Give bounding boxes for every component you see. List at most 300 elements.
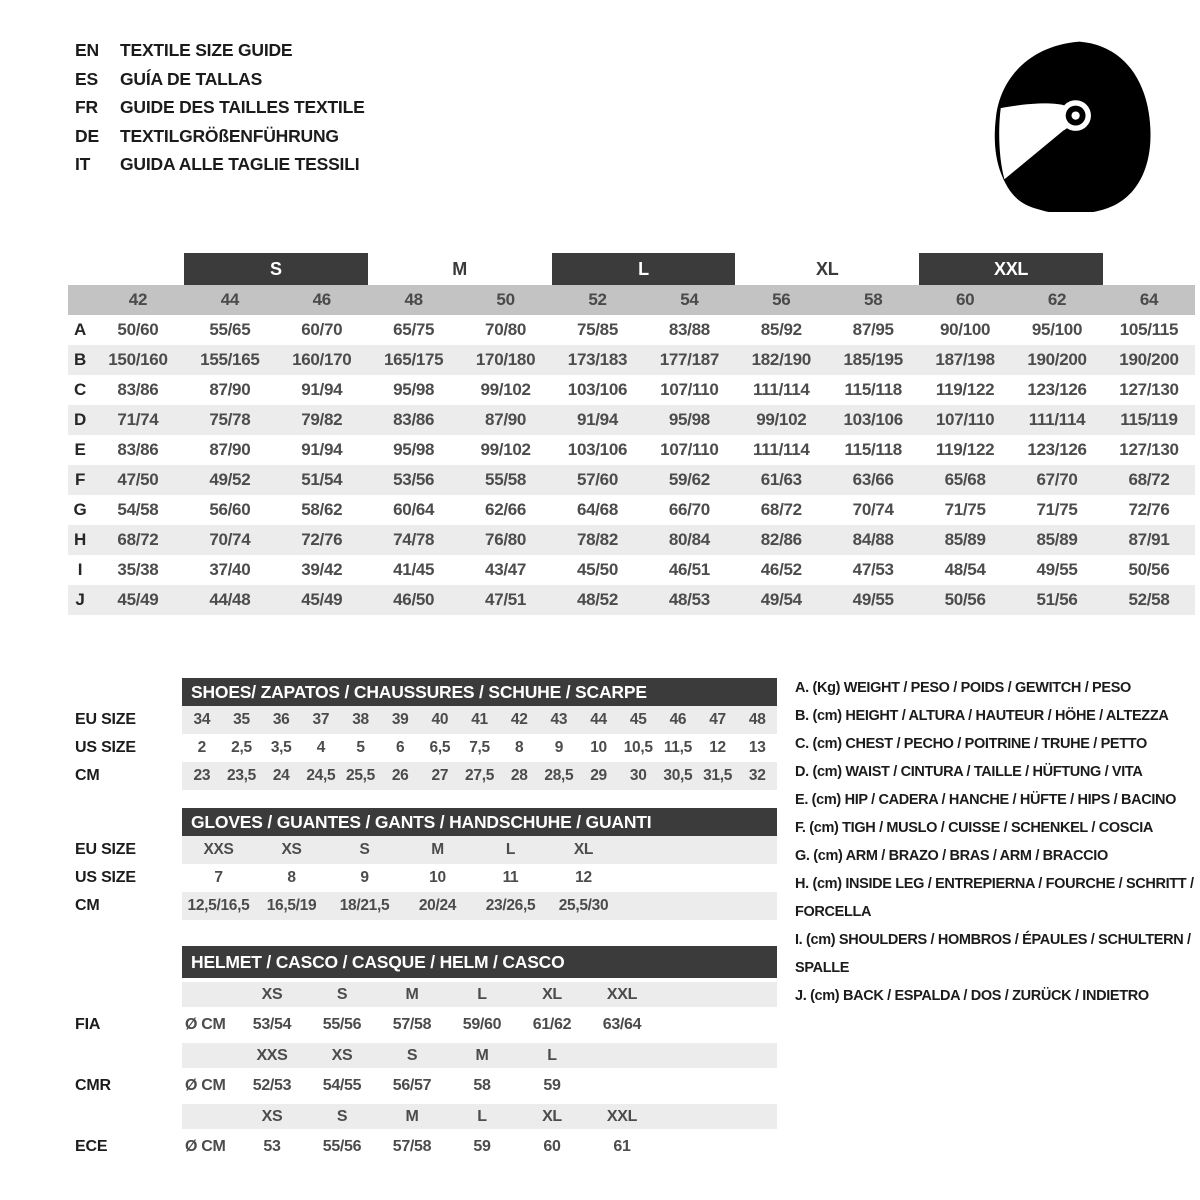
size-row xyxy=(75,864,777,892)
measurement-value: 43/47 xyxy=(485,560,527,579)
shoes-section-title: SHOES/ ZAPATOS / CHAUSSURES / SCHUHE / SCARPE xyxy=(182,678,777,706)
measurement-value: 59/62 xyxy=(668,470,710,489)
measurement-value: 87/95 xyxy=(852,320,894,339)
measurement-value: 46/50 xyxy=(393,590,435,609)
size-value: 28,5 xyxy=(544,767,574,784)
measurement-value: 87/91 xyxy=(1128,530,1170,549)
measurement-value: 72/76 xyxy=(1128,500,1170,519)
measurement-value: 84/88 xyxy=(852,530,894,549)
measurement-value: 182/190 xyxy=(751,350,811,369)
measurement-value: 63/66 xyxy=(852,470,894,489)
measurement-letter: F xyxy=(74,470,86,489)
language-title: TEXTILGRÖßENFÜHRUNG xyxy=(120,125,339,146)
measurement-value: 37/40 xyxy=(209,560,251,579)
helmet-size-label: XL xyxy=(542,1107,562,1125)
size-value: 40 xyxy=(431,711,449,728)
measurement-value: 99/102 xyxy=(480,440,531,459)
size-value: 26 xyxy=(391,767,409,784)
measurement-value: 66/70 xyxy=(668,500,710,519)
size-value: 25,5 xyxy=(346,767,375,784)
language-row xyxy=(75,122,365,151)
measurement-value: 49/55 xyxy=(1036,560,1078,579)
measurement-value: 150/160 xyxy=(108,350,168,369)
helmet-size-value: 53 xyxy=(263,1138,281,1155)
size-group-label: XL xyxy=(816,258,839,279)
numeric-size-row xyxy=(68,285,1195,315)
helmet-sizes-row xyxy=(75,1043,777,1068)
size-value: 13 xyxy=(748,739,766,756)
language-row xyxy=(75,36,365,65)
size-type-label: CM xyxy=(75,767,100,784)
legend-item: H. (cm) INSIDE LEG / ENTREPIERNA / FOURCHE / SCHRITT / FORCELLA xyxy=(795,876,1194,920)
band-spacer-cell xyxy=(68,285,92,315)
size-value: L xyxy=(505,841,516,858)
measurement-value: 72/76 xyxy=(301,530,343,549)
helmet-values-row xyxy=(75,1068,777,1104)
helmet-size-value: 59 xyxy=(473,1138,491,1155)
size-value: 12,5/16,5 xyxy=(187,897,250,914)
helmet-size-label: L xyxy=(547,1046,557,1064)
size-row xyxy=(75,836,777,864)
numeric-size-label: 60 xyxy=(919,285,1011,315)
group-spacer-cell xyxy=(1103,253,1195,285)
size-value: 20/24 xyxy=(418,897,457,914)
measurement-value: 185/195 xyxy=(843,350,903,369)
size-cells xyxy=(182,734,777,762)
helmet-size-cells xyxy=(182,1104,777,1129)
measurement-value: 50/60 xyxy=(117,320,159,339)
size-value: 31,5 xyxy=(703,767,733,784)
measurement-value: 45/49 xyxy=(117,590,159,609)
measurement-value: 123/126 xyxy=(1027,380,1087,399)
measurement-value: 190/200 xyxy=(1027,350,1087,369)
size-value: 41 xyxy=(471,711,488,728)
measurement-value: 70/74 xyxy=(209,530,251,549)
measurement-row xyxy=(68,315,1195,345)
size-value: 27 xyxy=(431,767,449,784)
legend-item: J. (cm) BACK / ESPALDA / DOS / ZURÜCK / INDIETRO xyxy=(795,988,1149,1004)
measurement-value: 105/115 xyxy=(1119,320,1179,339)
measurement-value: 67/70 xyxy=(1036,470,1078,489)
label-spacer xyxy=(75,1043,182,1068)
measurement-value: 190/200 xyxy=(1119,350,1179,369)
helmet-section-title: HELMET / CASCO / CASQUE / HELM / CASCO xyxy=(182,946,777,978)
size-value: 3,5 xyxy=(270,739,292,756)
measurement-legend xyxy=(795,674,1200,1010)
measurement-row xyxy=(68,555,1195,585)
helmet-size-value: 59 xyxy=(543,1077,561,1094)
size-value: 11 xyxy=(502,869,519,886)
size-value: XXS xyxy=(203,841,234,858)
shoes-rows xyxy=(75,706,777,790)
measurement-value: 127/130 xyxy=(1119,440,1179,459)
measurement-value: 75/85 xyxy=(576,320,618,339)
measurement-value: 85/89 xyxy=(1036,530,1078,549)
helmet-size-value: 63/64 xyxy=(602,1016,642,1033)
size-value: 38 xyxy=(352,711,369,728)
size-value: 23 xyxy=(193,767,211,784)
measurement-value: 45/50 xyxy=(576,560,618,579)
measurement-value: 115/119 xyxy=(1120,410,1178,429)
helmet-values-row xyxy=(75,1129,777,1165)
measurement-value: 87/90 xyxy=(485,410,527,429)
measurement-value: 95/98 xyxy=(393,440,435,459)
size-type-label: US SIZE xyxy=(75,869,136,886)
legend-item: C. (cm) CHEST / PECHO / POITRINE / TRUHE / PETTO xyxy=(795,736,1147,752)
numeric-size-label: 48 xyxy=(368,285,460,315)
size-group-label: M xyxy=(452,258,467,279)
measurement-value: 44/48 xyxy=(209,590,251,609)
size-group-label: S xyxy=(184,253,368,285)
size-value: 5 xyxy=(356,739,365,756)
helmet-size-value: 58 xyxy=(473,1077,491,1094)
measurement-value: 56/60 xyxy=(209,500,251,519)
measurement-row xyxy=(68,585,1195,615)
measurement-value: 119/122 xyxy=(935,380,995,399)
measurement-letter: B xyxy=(74,350,86,369)
helmet-value-cells xyxy=(182,1007,777,1043)
measurement-value: 48/54 xyxy=(944,560,986,579)
helmet-size-label: S xyxy=(336,1107,348,1125)
language-title: GUÍA DE TALLAS xyxy=(120,68,263,89)
helmet-size-label: M xyxy=(405,985,419,1003)
measurement-value: 107/110 xyxy=(935,410,995,429)
size-value: 43 xyxy=(550,711,568,728)
measurement-value: 170/180 xyxy=(475,350,536,369)
legend-item: E. (cm) HIP / CADERA / HANCHE / HÜFTE / HIPS / BACINO xyxy=(795,792,1177,808)
size-type-label: CM xyxy=(75,897,100,914)
measurement-value: 115/118 xyxy=(844,440,902,459)
legend-item: B. (cm) HEIGHT / ALTURA / HAUTEUR / HÖHE / ALTEZZA xyxy=(795,708,1169,724)
measurement-value: 79/82 xyxy=(301,410,343,429)
helmet-size-label: L xyxy=(477,985,487,1003)
size-group-label: L xyxy=(552,253,736,285)
size-value: 10 xyxy=(429,869,446,886)
helmet-size-value: 54/55 xyxy=(322,1077,362,1094)
size-value: 47 xyxy=(709,711,726,728)
measurement-value: 46/51 xyxy=(668,560,710,579)
helmet-size-label: XS xyxy=(261,985,283,1003)
helmet-size-value: 60 xyxy=(543,1138,561,1155)
size-value: 16,5/19 xyxy=(266,897,317,914)
numeric-size-label: 54 xyxy=(643,285,735,315)
measurement-value: 57/60 xyxy=(576,470,618,489)
measurement-value: 115/118 xyxy=(844,380,902,399)
size-row xyxy=(75,762,777,790)
measurement-value: 103/106 xyxy=(567,380,628,399)
helmet-sizes-row xyxy=(75,1104,777,1129)
measurement-value: 55/65 xyxy=(209,320,251,339)
helmet-size-value: 55/56 xyxy=(322,1016,362,1033)
helmet-size-label: M xyxy=(405,1107,419,1125)
measurement-value: 50/56 xyxy=(1128,560,1170,579)
helmet-size-value: 53/54 xyxy=(252,1016,292,1033)
measurement-value: 95/100 xyxy=(1031,320,1083,339)
helmet-size-value: 57/58 xyxy=(392,1016,432,1033)
language-row xyxy=(75,65,365,94)
measurement-value: 68/72 xyxy=(1128,470,1170,489)
size-value: 12 xyxy=(709,739,726,756)
label-spacer xyxy=(75,808,182,836)
measurement-letter: D xyxy=(74,410,86,429)
measurement-value: 49/52 xyxy=(209,470,251,489)
measurement-value: 68/72 xyxy=(760,500,802,519)
measurement-value: 65/68 xyxy=(944,470,986,489)
measurement-value: 107/110 xyxy=(660,380,719,399)
size-value: 2 xyxy=(197,739,206,756)
measurement-value: 52/58 xyxy=(1128,590,1170,609)
numeric-size-label: 46 xyxy=(276,285,368,315)
measurement-value: 80/84 xyxy=(668,530,710,549)
measurement-value: 70/74 xyxy=(852,500,894,519)
group-spacer-cell xyxy=(92,253,184,285)
helmet-size-value: 59/60 xyxy=(462,1016,502,1033)
helmet-size-label: XL xyxy=(542,985,562,1003)
helmet-header-row xyxy=(75,946,777,978)
measurement-value: 165/175 xyxy=(383,350,444,369)
size-value: 29 xyxy=(590,767,607,784)
measurement-value: 45/49 xyxy=(301,590,343,609)
measurement-value: 103/106 xyxy=(567,440,628,459)
measurement-value: 85/92 xyxy=(760,320,802,339)
size-value: 11,5 xyxy=(663,739,692,756)
size-value: 8 xyxy=(287,869,296,886)
language-code: IT xyxy=(75,154,91,174)
size-type-label: US SIZE xyxy=(75,739,136,756)
measurement-value: 173/183 xyxy=(567,350,628,369)
size-value: 45 xyxy=(629,711,647,728)
size-value: 2,5 xyxy=(231,739,252,756)
measurement-value: 39/42 xyxy=(301,560,343,579)
measurement-value: 78/82 xyxy=(576,530,618,549)
size-value: 12 xyxy=(575,869,592,886)
gloves-header-row xyxy=(75,808,777,836)
standard-label: ECE xyxy=(75,1138,108,1155)
measurement-value: 47/53 xyxy=(852,560,894,579)
standard-label: CMR xyxy=(75,1077,111,1094)
measurement-letter: E xyxy=(74,440,86,459)
measurement-value: 187/198 xyxy=(935,350,995,369)
measurement-value: 99/102 xyxy=(480,380,531,399)
helmet-icon xyxy=(975,36,1165,212)
measurement-value: 107/110 xyxy=(660,440,719,459)
measurement-value: 60/64 xyxy=(393,500,435,519)
legend-item: A. (Kg) WEIGHT / PESO / POIDS / GEWITCH / PESO xyxy=(795,680,1131,696)
numeric-size-label: 62 xyxy=(1011,285,1103,315)
measurement-value: 62/66 xyxy=(485,500,527,519)
measurement-value: 51/54 xyxy=(301,470,343,489)
measurement-row xyxy=(68,405,1195,435)
measurement-value: 51/56 xyxy=(1036,590,1078,609)
measurement-value: 90/100 xyxy=(940,320,991,339)
measurement-row xyxy=(68,435,1195,465)
measurement-value: 160/170 xyxy=(292,350,352,369)
size-cells xyxy=(182,762,777,790)
measurement-value: 155/165 xyxy=(200,350,260,369)
helmet-values-row xyxy=(75,1007,777,1043)
label-spacer xyxy=(75,946,182,978)
helmet-size-value: 52/53 xyxy=(252,1077,292,1094)
measurement-row xyxy=(68,525,1195,555)
size-value: 23/26,5 xyxy=(485,897,536,914)
measurement-letter: J xyxy=(75,590,85,609)
size-value: XL xyxy=(573,841,594,858)
shoes-table xyxy=(75,678,777,790)
size-row xyxy=(75,706,777,734)
size-value: 32 xyxy=(748,767,766,784)
measurement-value: 119/122 xyxy=(935,440,995,459)
language-title: TEXTILE SIZE GUIDE xyxy=(120,40,293,60)
helmet-size-label: S xyxy=(406,1046,418,1064)
measurement-value: 95/98 xyxy=(668,410,710,429)
size-value: 10 xyxy=(590,739,607,756)
size-value: 24 xyxy=(272,767,290,784)
size-value: 46 xyxy=(669,711,687,728)
measurement-value: 91/94 xyxy=(301,380,343,399)
measurement-value: 61/63 xyxy=(760,470,802,489)
measurement-letter: I xyxy=(77,560,83,579)
size-value: 6,5 xyxy=(429,739,451,756)
measurement-value: 35/38 xyxy=(117,560,159,579)
standard-label: FIA xyxy=(75,1016,101,1033)
measurement-value: 76/80 xyxy=(485,530,527,549)
numeric-size-label: 64 xyxy=(1103,285,1195,315)
size-value: 23,5 xyxy=(227,767,256,784)
language-title: GUIDA ALLE TAGLIE TESSILI xyxy=(120,154,360,174)
size-group-label: XXL xyxy=(919,253,1103,285)
language-code: DE xyxy=(75,125,99,146)
language-code: ES xyxy=(75,68,98,89)
size-value: M xyxy=(431,841,444,858)
language-code: FR xyxy=(75,97,98,117)
helmet-value-cells xyxy=(182,1129,777,1165)
measurement-value: 177/187 xyxy=(659,350,720,369)
size-value: 42 xyxy=(510,711,528,728)
helmet-rows xyxy=(75,982,777,1165)
helmet-table xyxy=(75,946,777,1165)
language-row xyxy=(75,150,365,179)
helmet-size-value: 57/58 xyxy=(392,1138,432,1155)
helmet-size-label: XS xyxy=(261,1107,283,1125)
size-row xyxy=(75,734,777,762)
measurement-row xyxy=(68,465,1195,495)
size-value: 7,5 xyxy=(469,739,490,756)
size-cells xyxy=(182,836,777,864)
measurement-letter: G xyxy=(73,500,87,519)
size-value: 9 xyxy=(554,739,564,756)
helmet-size-value: 61/62 xyxy=(532,1016,572,1033)
size-row xyxy=(75,892,777,920)
measurement-value: 71/75 xyxy=(1036,500,1078,519)
measurement-value: 111/114 xyxy=(753,440,810,459)
measurement-value: 91/94 xyxy=(301,440,343,459)
measurement-value: 83/86 xyxy=(117,440,159,459)
language-row xyxy=(75,93,365,122)
size-value: 27,5 xyxy=(465,767,495,784)
helmet-size-value: 56/57 xyxy=(392,1077,432,1094)
numeric-size-label: 44 xyxy=(184,285,276,315)
measurement-value: 74/78 xyxy=(393,530,435,549)
measurement-value: 70/80 xyxy=(485,320,527,339)
measurement-value: 49/54 xyxy=(760,590,802,609)
label-spacer xyxy=(75,678,182,706)
diameter-unit-label: Ø CM xyxy=(185,1016,226,1033)
legend-item: D. (cm) WAIST / CINTURA / TAILLE / HÜFTUNG / VITA xyxy=(795,764,1143,780)
diameter-unit-label: Ø CM xyxy=(185,1077,226,1094)
corner-spacer-cell xyxy=(68,253,92,285)
measurement-value: 123/126 xyxy=(1027,440,1087,459)
measurement-value: 68/72 xyxy=(117,530,159,549)
measurement-value: 46/52 xyxy=(760,560,802,579)
helmet-size-label: M xyxy=(475,1046,489,1064)
measurement-value: 60/70 xyxy=(301,320,343,339)
shoes-header-row xyxy=(75,678,777,706)
helmet-sizes-row xyxy=(75,982,777,1007)
measurement-value: 91/94 xyxy=(576,410,618,429)
measurement-value: 41/45 xyxy=(393,560,435,579)
helmet-size-label: XXL xyxy=(606,1107,638,1125)
measurement-letter: H xyxy=(74,530,86,549)
measurement-value: 127/130 xyxy=(1119,380,1179,399)
measurement-letter: C xyxy=(74,380,86,399)
numeric-size-label: 42 xyxy=(92,285,184,315)
helmet-size-label: S xyxy=(336,985,348,1003)
measurement-value: 103/106 xyxy=(843,410,903,429)
measurement-value: 82/86 xyxy=(760,530,802,549)
helmet-size-value: 61 xyxy=(613,1138,631,1155)
measurement-value: 53/56 xyxy=(393,470,435,489)
language-code: EN xyxy=(75,40,99,60)
legend-item: F. (cm) TIGH / MUSLO / CUISSE / SCHENKEL / COSCIA xyxy=(795,820,1154,836)
size-cells xyxy=(182,892,777,920)
helmet-size-cells xyxy=(182,982,777,1007)
measurement-value: 64/68 xyxy=(576,500,618,519)
measurement-row xyxy=(68,345,1195,375)
size-value: 30,5 xyxy=(663,767,693,784)
measurement-value: 47/50 xyxy=(117,470,159,489)
measurement-value: 111/114 xyxy=(1028,410,1086,429)
measurement-value: 48/53 xyxy=(668,590,710,609)
measurement-value: 54/58 xyxy=(117,500,159,519)
gloves-table xyxy=(75,808,777,920)
size-value: 25,5/30 xyxy=(558,897,609,914)
helmet-size-label: XS xyxy=(331,1046,353,1064)
measurement-value: 99/102 xyxy=(756,410,807,429)
size-value: 8 xyxy=(515,739,524,756)
size-cells xyxy=(182,706,777,734)
gloves-section-title: GLOVES / GUANTES / GANTS / HANDSCHUHE / GUANTI xyxy=(182,808,777,836)
helmet-size-cells xyxy=(182,1043,777,1068)
size-table-grid xyxy=(68,253,1195,615)
measurement-value: 85/89 xyxy=(944,530,986,549)
size-value: 24,5 xyxy=(306,767,336,784)
size-value: 28 xyxy=(510,767,528,784)
measurement-row xyxy=(68,375,1195,405)
legend-item: G. (cm) ARM / BRAZO / BRAS / ARM / BRACCIO xyxy=(795,848,1108,864)
label-spacer xyxy=(75,1104,182,1129)
visor-pivot-center xyxy=(1071,111,1079,119)
label-spacer xyxy=(75,982,182,1007)
measurement-value: 87/90 xyxy=(209,380,251,399)
size-value: 30 xyxy=(629,767,647,784)
helmet-size-label: L xyxy=(477,1107,487,1125)
measurement-value: 83/86 xyxy=(117,380,159,399)
measurement-value: 49/55 xyxy=(852,590,894,609)
size-cells xyxy=(182,864,777,892)
measurement-letter: A xyxy=(74,320,86,339)
size-value: 9 xyxy=(360,869,369,886)
size-value: 18/21,5 xyxy=(339,897,390,914)
